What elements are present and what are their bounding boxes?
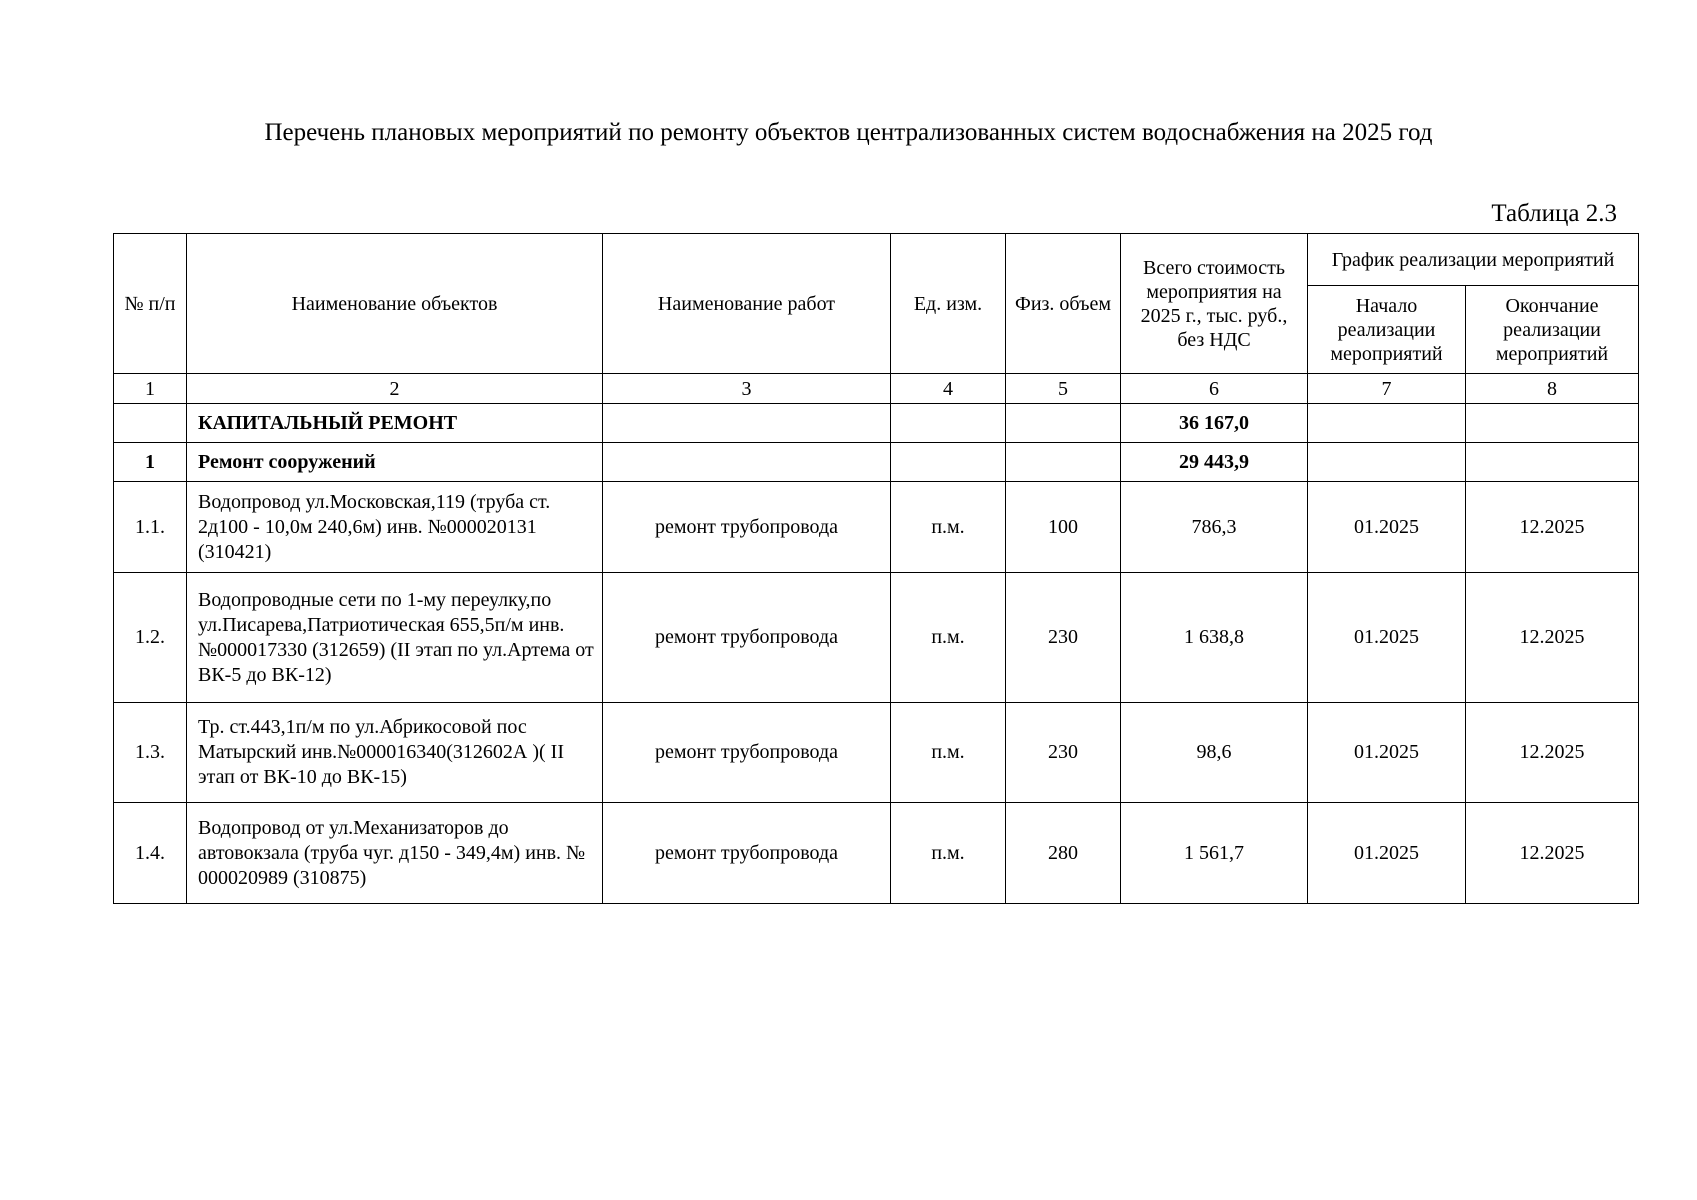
row-start: 01.2025: [1308, 803, 1466, 904]
section-name: КАПИТАЛЬНЫЙ РЕМОНТ: [187, 404, 603, 443]
section-row-capital-repair: [114, 404, 1639, 443]
table-row: [114, 482, 1639, 573]
row-object: Водопровод от ул.Механизаторов до автовокзала (труба чуг. д150 - 349,4м) инв. № 000020989 (310875): [187, 803, 603, 904]
row-end: 12.2025: [1466, 573, 1639, 703]
row-unit: п.м.: [891, 703, 1006, 803]
header-num: № п/п: [114, 234, 187, 374]
row-end: 12.2025: [1466, 703, 1639, 803]
empty-cell: [603, 443, 891, 482]
row-unit: п.м.: [891, 482, 1006, 573]
column-number: 6: [1121, 374, 1308, 404]
header-schedule: График реализации мероприятий: [1308, 234, 1639, 286]
row-start: 01.2025: [1308, 573, 1466, 703]
table-row: [114, 573, 1639, 703]
row-volume: 230: [1006, 573, 1121, 703]
document-title: Перечень плановых мероприятий по ремонту объектов централизованных систем водоснабжения на 2025 год: [264, 119, 1433, 146]
row-cost: 786,3: [1121, 482, 1308, 573]
table-row: [114, 703, 1639, 803]
row-end: 12.2025: [1466, 803, 1639, 904]
row-volume: 230: [1006, 703, 1121, 803]
row-num: 1.1.: [114, 482, 187, 573]
row-object: Водопроводные сети по 1-му переулку,по ул.Писарева,Патриотическая 655,5п/м инв.№000017330 (312659) (II этап по ул.Артема от ВК-5 до ВК-12): [187, 573, 603, 703]
row-volume: 280: [1006, 803, 1121, 904]
row-num: 1.4.: [114, 803, 187, 904]
row-start: 01.2025: [1308, 703, 1466, 803]
section-num: [114, 404, 187, 443]
header-row-top: [114, 234, 1639, 286]
header-volume: Физ. объем: [1006, 234, 1121, 374]
column-number-row: [114, 374, 1639, 404]
section-num: 1: [114, 443, 187, 482]
empty-cell: [891, 404, 1006, 443]
empty-cell: [1308, 443, 1466, 482]
empty-cell: [1466, 404, 1639, 443]
section-cost: 36 167,0: [1121, 404, 1308, 443]
column-number: 2: [187, 374, 603, 404]
empty-cell: [603, 404, 891, 443]
row-unit: п.м.: [891, 573, 1006, 703]
section-cost: 29 443,9: [1121, 443, 1308, 482]
row-cost: 1 561,7: [1121, 803, 1308, 904]
column-number: 4: [891, 374, 1006, 404]
header-start: Начало реализации мероприятий: [1308, 286, 1466, 374]
header-object-name: Наименование объектов: [187, 234, 603, 374]
empty-cell: [1006, 443, 1121, 482]
row-cost: 1 638,8: [1121, 573, 1308, 703]
row-start: 01.2025: [1308, 482, 1466, 573]
header-cost: Всего стоимость мероприятия на 2025 г., тыс. руб., без НДС: [1121, 234, 1308, 374]
column-number: 7: [1308, 374, 1466, 404]
row-work: ремонт трубопровода: [603, 703, 891, 803]
empty-cell: [1466, 443, 1639, 482]
row-work: ремонт трубопровода: [603, 803, 891, 904]
row-unit: п.м.: [891, 803, 1006, 904]
row-object: Тр. ст.443,1п/м по ул.Абрикосовой пос Матырский инв.№000016340(312602А )( II этап от ВК-10 до ВК-15): [187, 703, 603, 803]
row-work: ремонт трубопровода: [603, 482, 891, 573]
section-row-structures-repair: [114, 443, 1639, 482]
column-number: 5: [1006, 374, 1121, 404]
row-num: 1.2.: [114, 573, 187, 703]
section-name: Ремонт сооружений: [187, 443, 603, 482]
row-volume: 100: [1006, 482, 1121, 573]
header-unit: Ед. изм.: [891, 234, 1006, 374]
table-row: [114, 803, 1639, 904]
plan-table: [113, 233, 1639, 904]
column-number: 1: [114, 374, 187, 404]
row-num: 1.3.: [114, 703, 187, 803]
header-end: Окончание реализации мероприятий: [1466, 286, 1639, 374]
row-end: 12.2025: [1466, 482, 1639, 573]
table-caption: Таблица 2.3: [1491, 200, 1617, 227]
empty-cell: [891, 443, 1006, 482]
empty-cell: [1308, 404, 1466, 443]
column-number: 3: [603, 374, 891, 404]
row-cost: 98,6: [1121, 703, 1308, 803]
empty-cell: [1006, 404, 1121, 443]
column-number: 8: [1466, 374, 1639, 404]
header-work-name: Наименование работ: [603, 234, 891, 374]
row-object: Водопровод ул.Московская,119 (труба ст. 2д100 - 10,0м 240,6м) инв. №000020131 (310421): [187, 482, 603, 573]
row-work: ремонт трубопровода: [603, 573, 891, 703]
